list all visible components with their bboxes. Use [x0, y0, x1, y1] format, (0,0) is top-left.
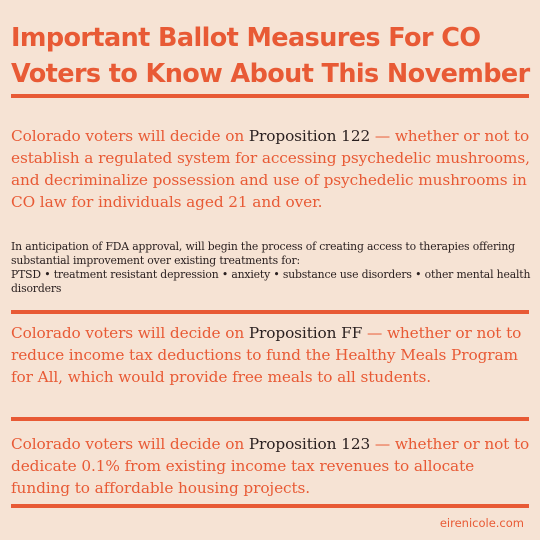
page-title [11, 20, 531, 92]
measure-intro: Colorado voters will decide on [11, 127, 249, 145]
measure-description: — whether or not to dedicate 0.1% from existing income tax revenues to allocate funding to affordable housing projects. [11, 435, 530, 497]
title-line-1: Important Ballot Measures For CO [11, 23, 481, 53]
measure-name: Proposition FF [248, 324, 363, 342]
divider [11, 504, 529, 508]
measure-intro: Colorado voters will decide on [11, 435, 249, 453]
measure-proposition-123 [11, 433, 531, 499]
measure-name: Proposition 123 [248, 435, 371, 453]
measure-name: Proposition 122 [248, 127, 371, 145]
footer-credit: eirenicole.com [439, 516, 524, 530]
measure-proposition-122 [11, 125, 531, 213]
measure-detail [11, 240, 531, 296]
measure-description: — whether or not to establish a regulated system for accessing psychedelic mushrooms, and decriminalize possession and use of psychedelic mushrooms in CO law for individuals aged 21 and over. [11, 127, 530, 211]
divider [11, 94, 529, 98]
divider [11, 310, 529, 314]
title-line-2: Voters to Know About This November [11, 59, 530, 89]
measure-proposition-ff [11, 322, 531, 388]
measure-intro: Colorado voters will decide on [11, 324, 249, 342]
measure-description: — whether or not to reduce income tax deductions to fund the Healthy Meals Program for All, which would provide free meals to all students. [11, 324, 522, 386]
divider [11, 417, 529, 421]
measure-detail-text: In anticipation of FDA approval, will begin the process of creating access to therapies offering substantial improvement over existing treatments for: [11, 240, 515, 267]
conditions-list: PTSD • treatment resistant depression • anxiety • substance use disorders • other mental health disorders [11, 268, 531, 295]
